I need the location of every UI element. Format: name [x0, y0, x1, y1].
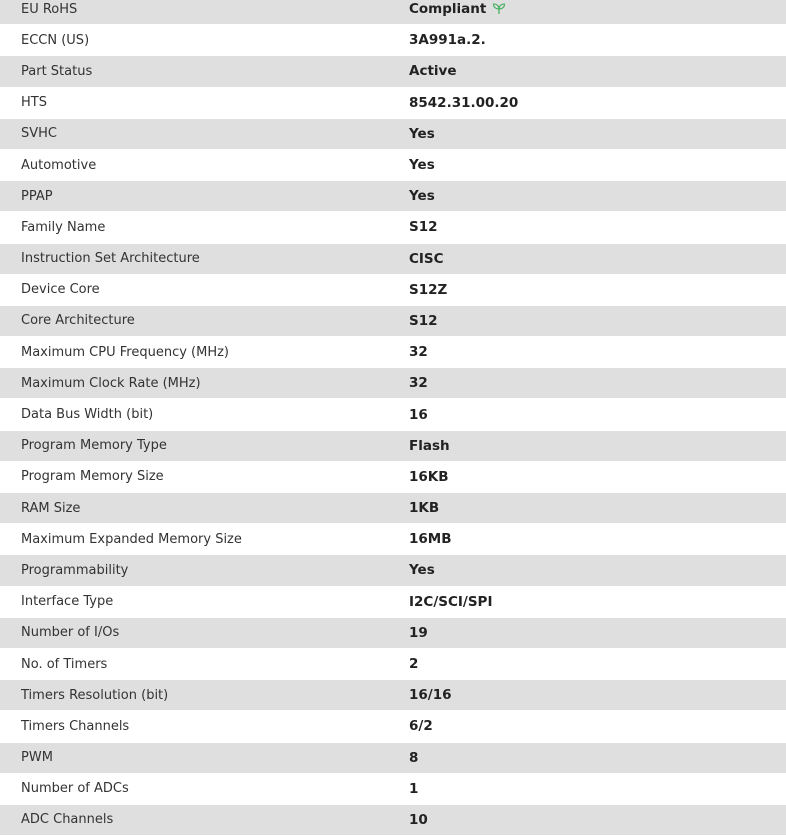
spec-value: 3A991a.2. [409, 32, 486, 49]
spec-value: Compliant [409, 1, 487, 18]
spec-row-max-clock-rate [0, 368, 786, 399]
spec-row-number-of-ios [0, 618, 786, 649]
spec-row-core-architecture [0, 306, 786, 337]
spec-row-isa [0, 244, 786, 275]
spec-row-program-memory-size [0, 462, 786, 493]
spec-row-pwm [0, 743, 786, 774]
spec-row-hts [0, 88, 786, 119]
spec-label: Programmability [21, 562, 129, 578]
spec-label: Maximum Clock Rate (MHz) [21, 375, 201, 391]
spec-label: Number of ADCs [21, 781, 129, 797]
spec-label: RAM Size [21, 500, 81, 516]
spec-label: Family Name [21, 219, 106, 235]
spec-row-ram-size [0, 493, 786, 524]
spec-label: PWM [21, 750, 53, 766]
spec-label: Timers Channels [21, 718, 130, 734]
spec-value: Yes [409, 157, 435, 174]
spec-label: No. of Timers [21, 656, 108, 672]
spec-row-adc-channels [0, 805, 786, 836]
spec-row-ppap [0, 181, 786, 212]
spec-value: 16 [409, 406, 428, 423]
spec-value: 2 [409, 656, 419, 673]
spec-row-part-status [0, 56, 786, 87]
spec-row-max-expanded-memory [0, 524, 786, 555]
spec-label: Program Memory Type [21, 438, 167, 454]
spec-value: Yes [409, 562, 435, 579]
spec-value: 8542.31.00.20 [409, 94, 519, 111]
spec-value: 32 [409, 344, 428, 361]
spec-value: S12 [409, 219, 438, 236]
spec-label: Device Core [21, 282, 100, 298]
spec-value: 16MB [409, 531, 452, 548]
spec-row-family-name [0, 212, 786, 243]
spec-value: 16/16 [409, 687, 452, 704]
spec-label: EU RoHS [21, 1, 78, 17]
spec-row-svhc [0, 119, 786, 150]
spec-value: 32 [409, 375, 428, 392]
spec-value: Flash [409, 437, 450, 454]
spec-row-timers-channels [0, 711, 786, 742]
spec-value: I2C/SCI/SPI [409, 593, 493, 610]
spec-value: Yes [409, 125, 435, 142]
spec-value: 10 [409, 811, 428, 828]
spec-label: ADC Channels [21, 812, 114, 828]
spec-label: Program Memory Size [21, 469, 164, 485]
spec-row-automotive [0, 150, 786, 181]
spec-value: 19 [409, 624, 428, 641]
spec-label: Instruction Set Architecture [21, 251, 200, 267]
spec-value: 1 [409, 780, 419, 797]
spec-value-wrap [409, 1, 506, 17]
spec-label: Automotive [21, 157, 97, 173]
spec-row-number-of-adcs [0, 774, 786, 805]
spec-value: 1KB [409, 500, 440, 517]
spec-row-interface-type [0, 587, 786, 618]
spec-row-programmability [0, 555, 786, 586]
spec-label: Part Status [21, 63, 93, 79]
spec-label: HTS [21, 95, 47, 111]
spec-row-eu-rohs [0, 0, 786, 25]
spec-value: CISC [409, 250, 444, 267]
spec-row-device-core [0, 275, 786, 306]
spec-label: ECCN (US) [21, 32, 90, 48]
spec-label: PPAP [21, 188, 53, 204]
spec-row-max-cpu-frequency [0, 337, 786, 368]
spec-label: Maximum Expanded Memory Size [21, 531, 242, 547]
spec-label: Data Bus Width (bit) [21, 407, 154, 423]
spec-label: Number of I/Os [21, 625, 120, 641]
spec-value: Yes [409, 188, 435, 205]
leaf-icon [492, 3, 506, 15]
spec-row-no-of-timers [0, 649, 786, 680]
spec-label: Maximum CPU Frequency (MHz) [21, 344, 229, 360]
spec-row-timers-resolution [0, 680, 786, 711]
spec-label: Interface Type [21, 594, 114, 610]
spec-label: Timers Resolution (bit) [21, 687, 169, 703]
spec-row-program-memory-type [0, 431, 786, 462]
spec-value: 6/2 [409, 718, 433, 735]
spec-value: 8 [409, 749, 419, 766]
spec-value: Active [409, 63, 457, 80]
spec-value: 16KB [409, 468, 449, 485]
spec-row-eccn [0, 25, 786, 56]
spec-row-data-bus-width [0, 399, 786, 430]
spec-label: SVHC [21, 126, 57, 142]
spec-value: S12 [409, 312, 438, 329]
spec-value: S12Z [409, 281, 448, 298]
spec-label: Core Architecture [21, 313, 135, 329]
